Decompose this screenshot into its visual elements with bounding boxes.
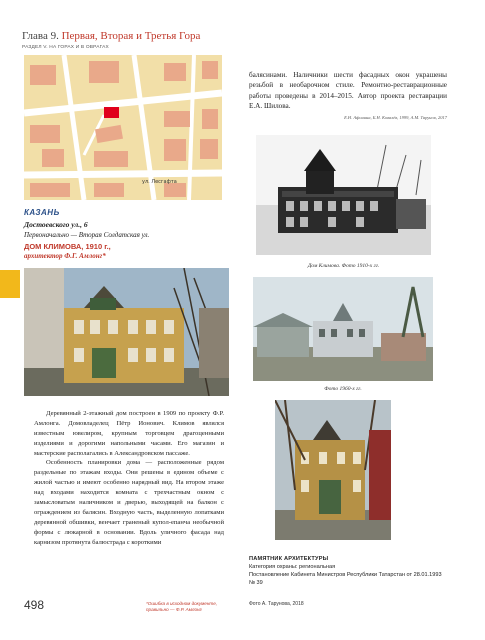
body-paragraph: Деревянный 2-этажный дом построен в 1909 по проекту Ф.Р. Амлонга. Домовладелец Пётр Ионович. Климов являлся известным ювелиром, крупным торговцем драгоценными изделиями и дорогими напольными часами. Его магазин и мастерские располагались в Александровском пассаже. bbox=[34, 410, 224, 457]
map-marker bbox=[104, 107, 119, 118]
map-street-label: ул. Лесгафта bbox=[142, 179, 177, 185]
archive-photo bbox=[256, 135, 431, 255]
monument-title: ПАМЯТНИК АРХИТЕКТУРЫ bbox=[249, 556, 329, 562]
body-paragraph: Особенность планировки дома — расположенные рядом раздельные по этажам входы. Они решены в едином объеме с жилой частью и имеют особенно нарядный вид. На втором этаже над входами находится комната с трехчастным окном с замысловатым наличником и дверью, выходящей на балкон с ограждением из балясин. Входную часть, выделенную лопатками деревянной обшивки, венчает граненый купол-епанча необычной формы с люкарной в основании. Вдоль уличного фасада над карнизом протянута балюстрада с короткими bbox=[34, 459, 224, 546]
building-title: ДОМ КЛИМОВА, 1910 г., bbox=[24, 242, 111, 251]
page-number: 498 bbox=[24, 598, 45, 612]
archive-photo-caption: Дом Климова. Фото 1910-х гг. bbox=[307, 263, 380, 269]
address: Достоевского ул., 6 bbox=[24, 220, 88, 229]
monument-decree: Постановление Кабинета Министров Республики Татарстан от 28.01.1993 № 39 bbox=[249, 572, 442, 587]
original-address: Первоначально — Вторая Солдатская ул. bbox=[24, 231, 150, 239]
monument-info bbox=[249, 555, 449, 587]
chapter-prefix: Глава 9. bbox=[22, 30, 59, 42]
authors-credit: Е.Н. Афонина, Б.Н. Ковалёв, 1999, А.М. Тарунов, 2017 bbox=[344, 115, 447, 120]
footnote: *Ошибка в исходном документе, правильно — Ф.Р. Амлонг bbox=[146, 601, 218, 613]
photo-credit: Фото А. Тарунова, 2018 bbox=[249, 601, 304, 607]
house-photo bbox=[24, 268, 229, 396]
chapter-tab-marker bbox=[0, 270, 20, 298]
monument-category: Категория охраны: региональная bbox=[249, 564, 336, 571]
sixties-photo-caption: Фото 1960-х гг. bbox=[324, 386, 362, 392]
architect-name: архитектор Ф.Г. Амлонг* bbox=[24, 252, 106, 260]
facade-photo bbox=[275, 400, 391, 540]
sixties-photo bbox=[253, 277, 433, 381]
city-label: КАЗАНЬ bbox=[24, 208, 60, 217]
chapter-title: Первая, Вторая и Третья Гора bbox=[61, 30, 201, 42]
location-map bbox=[24, 55, 222, 200]
body-text bbox=[34, 409, 224, 547]
chapter-heading bbox=[22, 30, 200, 42]
continued-paragraph: балясинами. Наличники шести фасадных окон украшены резьбой в необарочном стиле. Ремонтно-реставрационные работы проведены в 2014–2015. Автор проекта реставрации Е.А. Шилова. bbox=[249, 71, 447, 111]
section-label: РАЗДЕЛ V. НА ГОРАХ И В ОВРАГАХ bbox=[22, 45, 109, 50]
